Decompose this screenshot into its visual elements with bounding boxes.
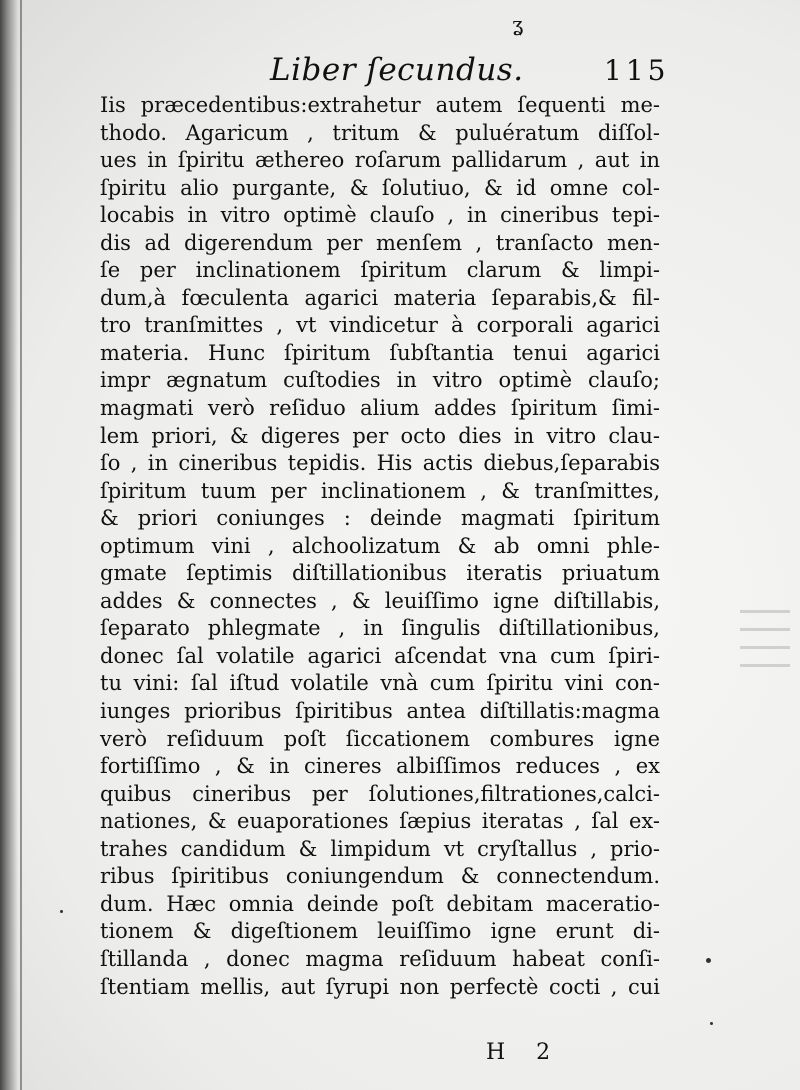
text-line: quibus cineribus per ſolutiones,filtrationes,calci- [100, 781, 660, 806]
text-line: ſo , in cineribus tepidis. His actis diebus,ſeparabis [100, 451, 660, 476]
text-line: magmati verò reſiduo alium addes ſpiritum ſimi- [100, 396, 660, 421]
text-line: ſe per inclinationem ſpiritum clarum & limpi- [100, 258, 660, 283]
binding-shadow [0, 0, 18, 1090]
text-line: thodo. Agaricum , tritum & puluératum diſſol- [100, 120, 660, 145]
text-line: dum,à fœculenta agarici materia ſeparabis,& fil- [100, 285, 660, 310]
text-line: ſpiritum tuum per inclinationem , & tranſmittes, [100, 478, 660, 503]
page-number: 115 [604, 54, 670, 87]
text-line: dis ad digerendum per menſem , tranſacto men- [100, 230, 660, 255]
ink-speck [60, 910, 63, 913]
text-line: impr ægnatum cuſtodies in vitro optimè clauſo; [100, 368, 660, 393]
binding-edge [20, 0, 22, 1090]
text-line: ſtillanda , donec magma reſiduum habeat conſi- [100, 946, 660, 971]
text-line: tu vini: ſal iſtud volatile vnà cum ſpiritu vini con- [100, 671, 660, 696]
text-line: & priori coniunges : deinde magmati ſpiritum [100, 506, 660, 531]
text-line: gmate ſeptimis diſtillationibus iteratis priuatum [100, 561, 660, 586]
signature-mark: H 2 [486, 1040, 563, 1065]
text-line: materia. Hunc ſpiritum ſubſtantia tenui agarici [100, 340, 660, 365]
ink-speck [710, 1022, 713, 1025]
text-line: donec ſal volatile agarici aſcendat vna cum ſpiri- [100, 643, 660, 668]
text-line: lem priori, & digeres per octo dies in vitro clau- [100, 423, 660, 448]
text-line: locabis in vitro optimè clauſo , in cineribus tepi- [100, 203, 660, 228]
text-line: nationes, & euaporationes ſæpius iteratas , ſal ex- [100, 809, 660, 834]
text-line: ſpiritu alio purgante, & ſolutiuo, & id omne col- [100, 175, 660, 200]
text-line: ribus ſpiritibus coniungendum & connectendum. [100, 864, 660, 889]
text-line: ſeparato phlegmate , in ſingulis diſtillationibus, [100, 616, 660, 641]
text-line: trahes candidum & limpidum vt cryſtallus , prio- [100, 836, 660, 861]
text-line: iunges prioribus ſpiritibus antea diſtillatis:magma [100, 699, 660, 724]
text-line: fortiſſimo , & in cineres albiſſimos reduces , ex [100, 754, 660, 779]
show-through-text [740, 610, 790, 680]
text-line: addes & connectes , & leuiſſimo igne diſtillabis, [100, 588, 660, 613]
text-line: optimum vini , alchoolizatum & ab omni phle- [100, 533, 660, 558]
text-line: tro tranſmittes , vt vindicetur à corporali agarici [100, 313, 660, 338]
running-head: Liber ſecundus. [270, 52, 524, 88]
top-printer-mark: ʓ [512, 12, 524, 36]
text-line: tionem & digeſtionem leuiſſimo igne erunt di- [100, 919, 660, 944]
body-text [100, 92, 660, 1001]
text-line: Iis præcedentibus:extrahetur autem ſequenti me- [100, 93, 660, 117]
text-line: verò reſiduum poſt ſiccationem combures igne [100, 726, 660, 751]
text-line: ues in ſpiritu æthereo roſarum pallidarum , aut in [100, 148, 660, 173]
text-line: ſtentiam mellis, aut ſyrupi non perfectè cocti , cui [100, 974, 660, 999]
text-line: dum. Hæc omnia deinde poſt debitam maceratio- [100, 891, 660, 916]
ink-speck [706, 958, 711, 963]
